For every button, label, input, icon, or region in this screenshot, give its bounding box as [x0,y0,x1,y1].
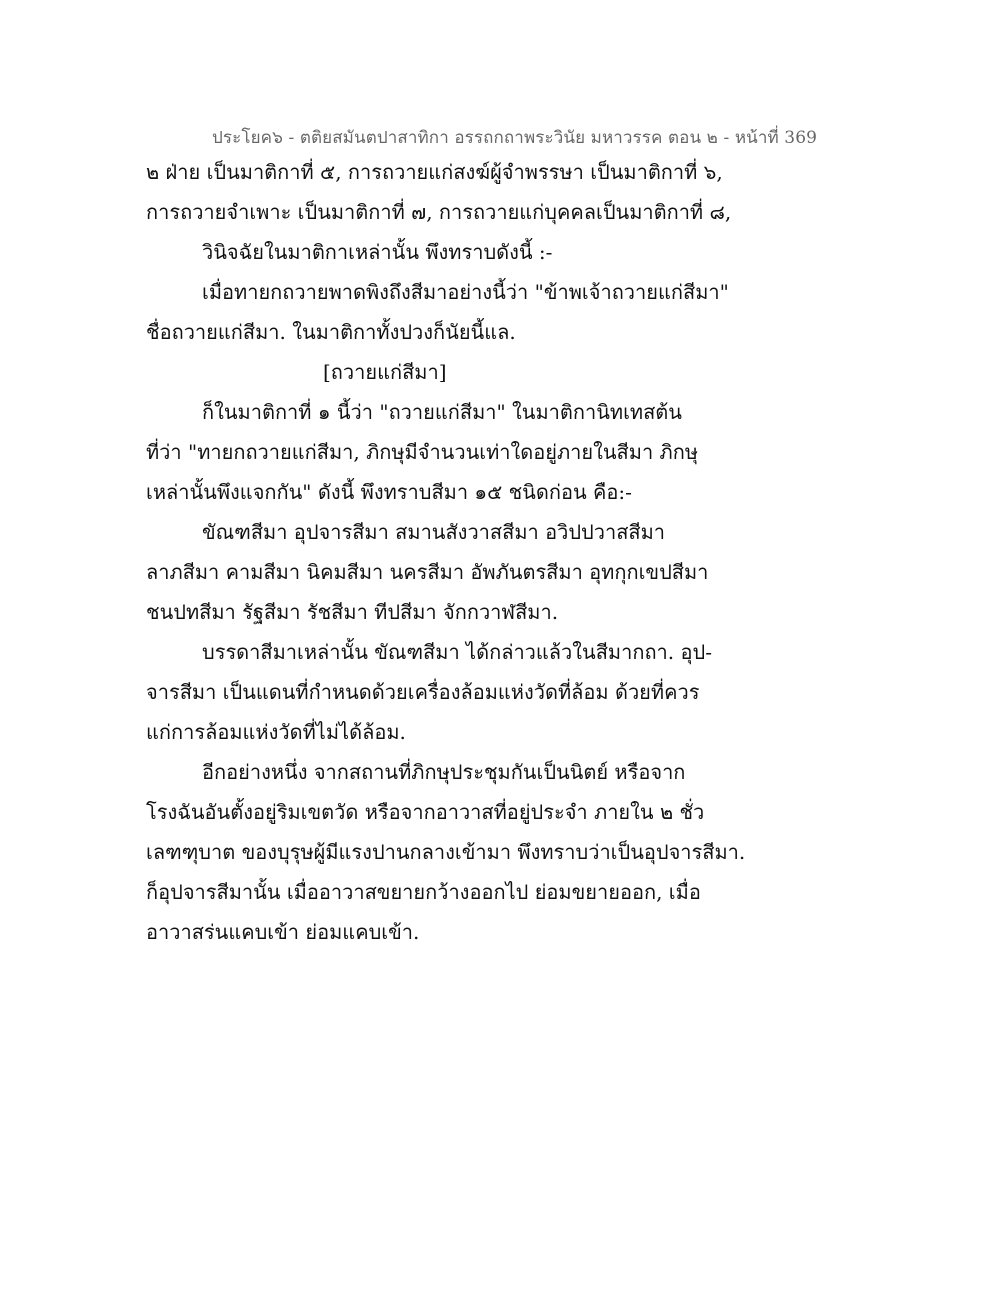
body-line: บรรดาสีมาเหล่านั้น ขัณฑสีมา ได้กล่าวแล้วในสีมากถา. อุป- [202,640,712,664]
body-line: โรงฉันอันตั้งอยู่ริมเขตวัด หรือจากอาวาสที่อยู่ประจำ ภายใน ๒ ชั่ว [146,800,705,824]
body-line: อีกอย่างหนึ่ง จากสถานที่ภิกษุประชุมกันเป็นนิตย์ หรือจาก [202,760,686,784]
body-line: เมื่อทายกถวายพาดพิงถึงสีมาอย่างนี้ว่า "ข้าพเจ้าถวายแก่สีมา" [202,280,729,304]
body-line: การถวายจำเพาะ เป็นมาติกาที่ ๗, การถวายแก่บุคคลเป็นมาติกาที่ ๘, [146,200,732,224]
body-line: ๒ ฝ่าย เป็นมาติกาที่ ๕, การถวายแก่สงฆ์ผู้จำพรรษา เป็นมาติกาที่ ๖, [146,160,723,184]
body-line: แก่การล้อมแห่งวัดที่ไม่ได้ล้อม. [146,720,406,744]
body-line: ที่ว่า "ทายกถวายแก่สีมา, ภิกษุมีจำนวนเท่าใดอยู่ภายในสีมา ภิกษุ [146,440,699,464]
body-line: อาวาสร่นแคบเข้า ย่อมแคบเข้า. [146,920,420,944]
body-line: ลาภสีมา คามสีมา นิคมสีมา นครสีมา อัพภันตรสีมา อุทกุกเขปสีมา [146,560,709,584]
body-line: เหล่านั้นพึงแจกกัน" ดังนี้ พึงทราบสีมา ๑๕ ชนิดก่อน คือ:- [146,480,632,504]
body-line: ชนปทสีมา รัฐสีมา รัชสีมา ทีปสีมา จักกวาฬสีมา. [146,600,559,624]
section-heading: [ถวายแก่สีมา] [323,360,447,384]
body-line: ก็อุปจารสีมานั้น เมื่ออาวาสขยายกว้างออกไป ย่อมขยายออก, เมื่อ [146,880,701,904]
body-line: จารสีมา เป็นแดนที่กำหนดด้วยเครื่องล้อมแห่งวัดที่ล้อม ด้วยที่ควร [146,680,700,704]
body-line: ก็ในมาติกาที่ ๑ นี้ว่า "ถวายแก่สีมา" ในมาติกานิทเทสต้น [202,400,682,424]
body-line: ขัณฑสีมา อุปจารสีมา สมานสังวาสสีมา อวิปปวาสสีมา [202,520,666,544]
body-line: ชื่อถวายแก่สีมา. ในมาติกาทั้งปวงก็นัยนี้แล. [146,320,516,344]
body-line: วินิจฉัยในมาติกาเหล่านั้น พึงทราบดังนี้ :- [202,240,553,264]
running-header: ประโยค๖ - ตติยสมันตปาสาทิกา อรรถกถาพระวินัย มหาวรรค ตอน ๒ - หน้าที่ 369 [212,128,818,148]
body-line: เลฑฑุบาต ของบุรุษผู้มีแรงปานกลางเข้ามา พึงทราบว่าเป็นอุปจารสีมา. [146,840,746,864]
